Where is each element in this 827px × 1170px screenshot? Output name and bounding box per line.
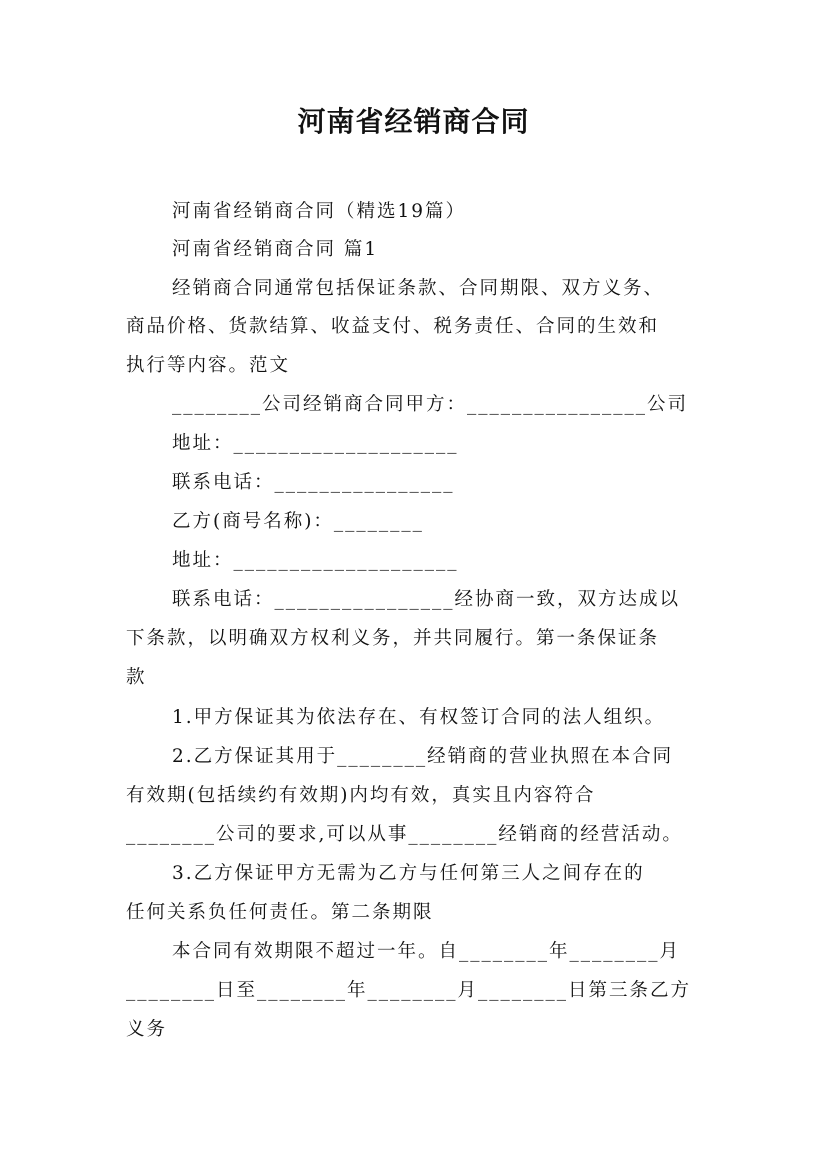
subtitle-line: 河南省经销商合同（精选19篇） xyxy=(172,201,467,222)
section-heading: 河南省经销商合同 篇1 xyxy=(172,239,379,260)
document-title: 河南省经销商合同 xyxy=(297,105,530,138)
clause-line: 2.乙方保证其用于________经销商的营业执照在本合同 xyxy=(172,746,674,767)
clause-line: 有效期(包括续约有效期)内均有效，真实且内容符合 xyxy=(126,785,596,806)
term-line: 本合同有效期限不超过一年。自________年________月 xyxy=(172,941,681,962)
clause-line: 任何关系负任何责任。第二条期限 xyxy=(126,902,434,923)
paragraph-line: 执行等内容。范文 xyxy=(126,355,291,376)
clause-line: 1.甲方保证其为依法存在、有权签订合同的法人组织。 xyxy=(172,707,666,728)
address-line: 地址：____________________ xyxy=(172,433,459,454)
paragraph-line: 商品价格、货款结算、收益支付、税务责任、合同的生效和 xyxy=(126,316,660,337)
clause-line: 3.乙方保证甲方无需为乙方与任何第三人之间存在的 xyxy=(172,863,645,884)
party-a-line: ________公司经销商合同甲方：________________公司 xyxy=(172,394,689,415)
clause-line: ________公司的要求,可以从事________经销商的经营活动。 xyxy=(126,824,683,845)
party-b-line: 乙方(商号名称)：________ xyxy=(172,511,424,532)
paragraph-line: 款 xyxy=(126,667,147,688)
phone-line: 联系电话：________________经协商一致，双方达成以 xyxy=(172,589,681,610)
paragraph-line: 下条款，以明确双方权利义务，并共同履行。第一条保证条 xyxy=(126,628,660,649)
address-line: 地址：____________________ xyxy=(172,550,459,571)
phone-line: 联系电话：________________ xyxy=(172,472,455,493)
paragraph-line: 经销商合同通常包括保证条款、合同期限、双方义务、 xyxy=(172,278,665,299)
term-line: ________日至________年________月________日第三条乙方 xyxy=(126,980,692,1001)
term-line: 义务 xyxy=(126,1019,168,1040)
